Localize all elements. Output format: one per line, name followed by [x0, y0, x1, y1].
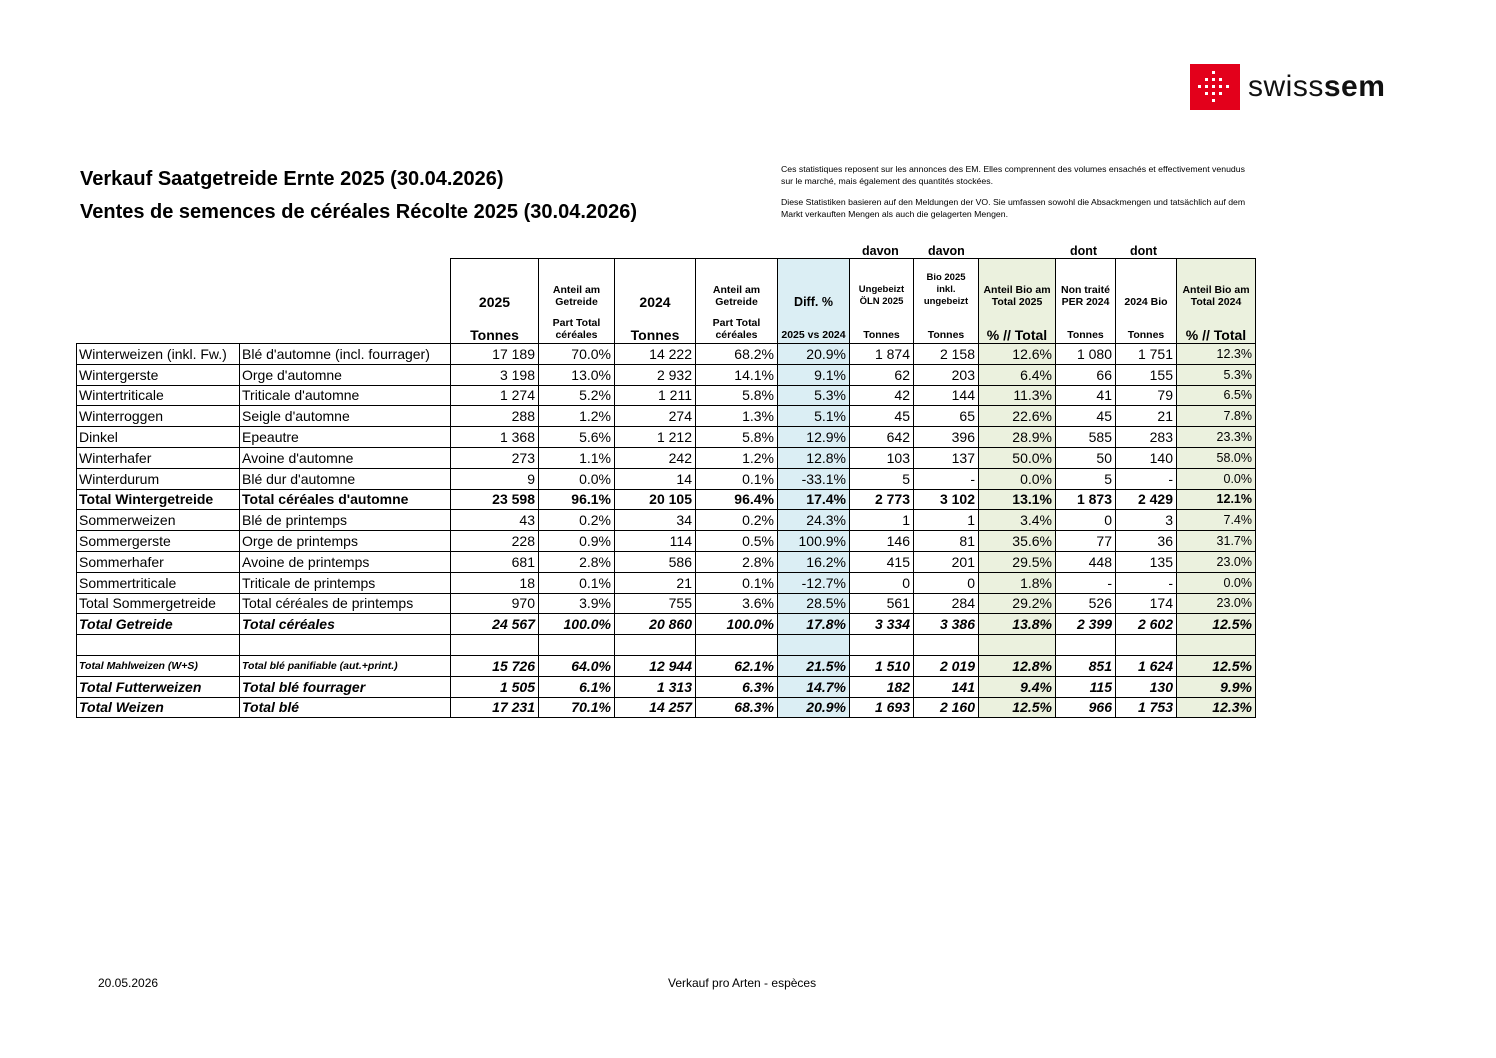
row-label-fr: Epeautre	[240, 427, 451, 448]
row-label-de: Dinkel	[77, 427, 240, 448]
ungebeizt-2025: 561	[850, 593, 914, 614]
non-traite-2024: 77	[1056, 531, 1116, 552]
bio-share-2025: 11.3%	[979, 385, 1056, 406]
label-dont-2: dont	[1130, 244, 1158, 258]
tonnes-2025: 18	[451, 572, 539, 593]
row-label-fr: Seigle d'automne	[240, 406, 451, 427]
share-2024: 68.2%	[696, 344, 778, 365]
row-label-de: Winterdurum	[77, 468, 240, 489]
header-diff: Diff. %	[778, 259, 850, 312]
share-2025: 0.9%	[539, 531, 615, 552]
diff-pct: 24.3%	[778, 510, 850, 531]
bio-2024: 155	[1116, 364, 1177, 385]
row-label-de: Sommerhafer	[77, 551, 240, 572]
tonnes-2024: 242	[615, 447, 696, 468]
row-label-de: Total Weizen	[77, 697, 240, 718]
share-2025: 1.2%	[539, 406, 615, 427]
bio-2024: 174	[1116, 593, 1177, 614]
bio-2024: -	[1116, 572, 1177, 593]
bio-2024: 2 429	[1116, 489, 1177, 510]
diff-pct: 5.1%	[778, 406, 850, 427]
share-2024: 96.4%	[696, 489, 778, 510]
bio-2025: 201	[914, 551, 979, 572]
bio-2025: 2 158	[914, 344, 979, 365]
sales-table	[76, 258, 1256, 718]
diff-pct: 17.8%	[778, 614, 850, 635]
bio-2025: 141	[914, 676, 979, 697]
table-row	[77, 406, 1256, 427]
ungebeizt-2025: 1 874	[850, 344, 914, 365]
share-2025: 100.0%	[539, 614, 615, 635]
tonnes-2024: 20 860	[615, 614, 696, 635]
tonnes-2024: 14 222	[615, 344, 696, 365]
share-2024: 68.3%	[696, 697, 778, 718]
tonnes-2024: 2 932	[615, 364, 696, 385]
tonnes-2024: 755	[615, 593, 696, 614]
title-french: Ventes de semences de céréales Récolte 2025 (30.04.2026)	[80, 201, 638, 223]
tonnes-2025: 23 598	[451, 489, 539, 510]
bio-2024: 3	[1116, 510, 1177, 531]
ungebeizt-2025: 3 334	[850, 614, 914, 635]
ungebeizt-2025: 103	[850, 447, 914, 468]
row-label-de: Winterweizen (inkl. Fw.)	[77, 344, 240, 365]
header-non-traite-2024: Non traité PER 2024	[1056, 259, 1116, 312]
tonnes-2025: 228	[451, 531, 539, 552]
bio-share-2025: 12.6%	[979, 344, 1056, 365]
footer-date: 20.05.2026	[98, 976, 159, 990]
diff-pct: 20.9%	[778, 697, 850, 718]
bio-2025: 65	[914, 406, 979, 427]
bio-2024: -	[1116, 468, 1177, 489]
bio-2025: 81	[914, 531, 979, 552]
header-spacer	[240, 311, 451, 344]
ungebeizt-2025: 62	[850, 364, 914, 385]
note-german: Diese Statistiken basieren auf den Meldungen der VO. Sie umfassen sowohl die Absackmengen und tatsächlich auf dem Markt verkauften Mengen als auch die gelagerten Mengen.	[781, 197, 1246, 219]
share-2024: 0.2%	[696, 510, 778, 531]
row-label-de: Sommertriticale	[77, 572, 240, 593]
diff-pct: 9.1%	[778, 364, 850, 385]
non-traite-2024: 0	[1056, 510, 1116, 531]
header-unit: % // Total	[979, 311, 1056, 344]
non-traite-2024: 526	[1056, 593, 1116, 614]
row-label-fr: Triticale de printemps	[240, 572, 451, 593]
bio-share-2024: 0.0%	[1177, 468, 1256, 489]
tonnes-2025: 1 505	[451, 676, 539, 697]
share-2025: 70.0%	[539, 344, 615, 365]
non-traite-2024: 1 080	[1056, 344, 1116, 365]
bio-share-2024: 9.9%	[1177, 676, 1256, 697]
tonnes-2025: 1 368	[451, 427, 539, 448]
bio-share-2025: 29.2%	[979, 593, 1056, 614]
diff-pct: 28.5%	[778, 593, 850, 614]
header-ungebeizt-2025: Ungebeizt ÖLN 2025	[850, 259, 914, 312]
ungebeizt-2025: 1 693	[850, 697, 914, 718]
table-row	[77, 676, 1256, 697]
table-row	[77, 510, 1256, 531]
bio-2025: 2 019	[914, 655, 979, 676]
row-label-fr: Avoine de printemps	[240, 551, 451, 572]
bio-2025: 203	[914, 364, 979, 385]
empty-cell	[850, 635, 914, 656]
diff-pct: -33.1%	[778, 468, 850, 489]
bio-2025: 0	[914, 572, 979, 593]
bio-2025: 284	[914, 593, 979, 614]
tonnes-2025: 9	[451, 468, 539, 489]
share-2024: 62.1%	[696, 655, 778, 676]
share-2025: 6.1%	[539, 676, 615, 697]
diff-pct: 17.4%	[778, 489, 850, 510]
bio-share-2024: 12.3%	[1177, 697, 1256, 718]
ungebeizt-2025: 1	[850, 510, 914, 531]
ungebeizt-2025: 45	[850, 406, 914, 427]
bio-2025: 1	[914, 510, 979, 531]
tonnes-2025: 15 726	[451, 655, 539, 676]
note-french: Ces statistiques reposent sur les annonces des EM. Elles comprennent des volumes ensachés et effectivement venudus sur le marché, mais également des quantités stockées.	[781, 164, 1245, 186]
diff-pct: 21.5%	[778, 655, 850, 676]
table-row	[77, 468, 1256, 489]
ungebeizt-2025: 182	[850, 676, 914, 697]
bio-2024: 79	[1116, 385, 1177, 406]
bio-2025: -	[914, 468, 979, 489]
empty-cell	[77, 635, 240, 656]
tonnes-2024: 14	[615, 468, 696, 489]
bio-2024: 1 753	[1116, 697, 1177, 718]
share-2024: 6.3%	[696, 676, 778, 697]
bio-2025: 3 102	[914, 489, 979, 510]
tonnes-2024: 12 944	[615, 655, 696, 676]
header-row-2	[77, 311, 1256, 344]
tonnes-2025: 17 231	[451, 697, 539, 718]
swisssem-logo	[1190, 64, 1385, 110]
ungebeizt-2025: 42	[850, 385, 914, 406]
share-2024: 1.3%	[696, 406, 778, 427]
bio-2024: 2 602	[1116, 614, 1177, 635]
header-unit: Tonnes	[850, 311, 914, 344]
bio-share-2024: 23.0%	[1177, 593, 1256, 614]
ungebeizt-2025: 5	[850, 468, 914, 489]
share-2024: 100.0%	[696, 614, 778, 635]
bio-share-2025: 50.0%	[979, 447, 1056, 468]
tonnes-2024: 34	[615, 510, 696, 531]
row-label-de: Total Futterweizen	[77, 676, 240, 697]
header-unit: Tonnes	[1056, 311, 1116, 344]
tonnes-2025: 17 189	[451, 344, 539, 365]
bio-share-2025: 12.5%	[979, 697, 1056, 718]
spacer-row	[77, 635, 1256, 656]
tonnes-2024: 586	[615, 551, 696, 572]
header-anteil-bio-2025: Anteil Bio am Total 2025	[979, 259, 1056, 312]
bio-share-2024: 58.0%	[1177, 447, 1256, 468]
bio-2025: 137	[914, 447, 979, 468]
table-row	[77, 614, 1256, 635]
bio-share-2025: 13.8%	[979, 614, 1056, 635]
table-row	[77, 655, 1256, 676]
row-label-de: Winterhafer	[77, 447, 240, 468]
tonnes-2025: 288	[451, 406, 539, 427]
empty-cell	[1177, 635, 1256, 656]
bio-share-2024: 12.5%	[1177, 655, 1256, 676]
label-davon-1: davon	[862, 244, 899, 258]
header-bio-2024: 2024 Bio	[1116, 259, 1177, 312]
bio-share-2025: 13.1%	[979, 489, 1056, 510]
row-label-de: Total Getreide	[77, 614, 240, 635]
empty-cell	[979, 635, 1056, 656]
diff-pct: 20.9%	[778, 344, 850, 365]
bio-share-2024: 6.5%	[1177, 385, 1256, 406]
share-2025: 1.1%	[539, 447, 615, 468]
bio-share-2025: 3.4%	[979, 510, 1056, 531]
bio-2024: 140	[1116, 447, 1177, 468]
bio-2024: 21	[1116, 406, 1177, 427]
header-spacer	[77, 259, 240, 312]
bio-share-2025: 28.9%	[979, 427, 1056, 448]
share-2024: 1.2%	[696, 447, 778, 468]
header-unit: % // Total	[1177, 311, 1256, 344]
table-row	[77, 551, 1256, 572]
row-label-fr: Blé dur d'automne	[240, 468, 451, 489]
bio-2025: 396	[914, 427, 979, 448]
table-row	[77, 697, 1256, 718]
bio-2025: 144	[914, 385, 979, 406]
tonnes-2025: 1 274	[451, 385, 539, 406]
row-label-de: Winterroggen	[77, 406, 240, 427]
bio-2025: 2 160	[914, 697, 979, 718]
non-traite-2024: 448	[1056, 551, 1116, 572]
tonnes-2024: 21	[615, 572, 696, 593]
ungebeizt-2025: 146	[850, 531, 914, 552]
row-label-fr: Blé d'automne (incl. fourrager)	[240, 344, 451, 365]
bio-share-2025: 12.8%	[979, 655, 1056, 676]
bio-2024: 1 751	[1116, 344, 1177, 365]
share-2025: 96.1%	[539, 489, 615, 510]
share-2024: 2.8%	[696, 551, 778, 572]
share-2025: 5.2%	[539, 385, 615, 406]
ungebeizt-2025: 642	[850, 427, 914, 448]
table-body	[77, 259, 1256, 718]
row-label-de: Sommerweizen	[77, 510, 240, 531]
row-label-fr: Total céréales	[240, 614, 451, 635]
header-unit: Part Total céréales	[539, 311, 615, 344]
bio-2024: 36	[1116, 531, 1177, 552]
title-german: Verkauf Saatgetreide Ernte 2025 (30.04.2026)	[80, 168, 504, 190]
non-traite-2024: 115	[1056, 676, 1116, 697]
share-2025: 0.0%	[539, 468, 615, 489]
bio-share-2024: 7.8%	[1177, 406, 1256, 427]
bio-share-2025: 0.0%	[979, 468, 1056, 489]
row-label-de: Wintergerste	[77, 364, 240, 385]
row-label-fr: Total blé fourrager	[240, 676, 451, 697]
row-label-de: Wintertriticale	[77, 385, 240, 406]
header-unit: Tonnes	[451, 311, 539, 344]
share-2024: 14.1%	[696, 364, 778, 385]
bio-share-2024: 5.3%	[1177, 364, 1256, 385]
row-label-de: Total Wintergetreide	[77, 489, 240, 510]
empty-cell	[696, 635, 778, 656]
non-traite-2024: 851	[1056, 655, 1116, 676]
non-traite-2024: 5	[1056, 468, 1116, 489]
tonnes-2024: 114	[615, 531, 696, 552]
bio-2024: 130	[1116, 676, 1177, 697]
header-anteil-2025: Anteil am Getreide	[539, 259, 615, 312]
bio-share-2024: 23.3%	[1177, 427, 1256, 448]
row-label-fr: Triticale d'automne	[240, 385, 451, 406]
share-2025: 13.0%	[539, 364, 615, 385]
empty-cell	[1056, 635, 1116, 656]
share-2025: 70.1%	[539, 697, 615, 718]
non-traite-2024: 66	[1056, 364, 1116, 385]
table-row	[77, 447, 1256, 468]
label-dont-1: dont	[1070, 244, 1098, 258]
logo-wordmark: swisssem	[1248, 70, 1386, 103]
share-2025: 0.2%	[539, 510, 615, 531]
share-2024: 0.5%	[696, 531, 778, 552]
tonnes-2025: 681	[451, 551, 539, 572]
header-row-1	[77, 259, 1256, 312]
tonnes-2024: 1 211	[615, 385, 696, 406]
share-2024: 3.6%	[696, 593, 778, 614]
share-2025: 5.6%	[539, 427, 615, 448]
tonnes-2024: 14 257	[615, 697, 696, 718]
diff-pct: -12.7%	[778, 572, 850, 593]
row-label-fr: Orge d'automne	[240, 364, 451, 385]
tonnes-2024: 20 105	[615, 489, 696, 510]
diff-pct: 14.7%	[778, 676, 850, 697]
ungebeizt-2025: 415	[850, 551, 914, 572]
empty-cell	[539, 635, 615, 656]
tonnes-2024: 274	[615, 406, 696, 427]
bio-2025: 3 386	[914, 614, 979, 635]
share-2025: 64.0%	[539, 655, 615, 676]
diff-pct: 16.2%	[778, 551, 850, 572]
row-label-fr: Blé de printemps	[240, 510, 451, 531]
ungebeizt-2025: 0	[850, 572, 914, 593]
table-row	[77, 344, 1256, 365]
bio-2024: 283	[1116, 427, 1177, 448]
table-row	[77, 385, 1256, 406]
empty-cell	[615, 635, 696, 656]
table-row	[77, 427, 1256, 448]
tonnes-2025: 273	[451, 447, 539, 468]
header-spacer	[240, 259, 451, 312]
bio-share-2024: 12.3%	[1177, 344, 1256, 365]
logo-cross-icon	[1190, 64, 1240, 110]
bio-2024: 1 624	[1116, 655, 1177, 676]
empty-cell	[451, 635, 539, 656]
header-anteil-bio-2024: Anteil Bio am Total 2024	[1177, 259, 1256, 312]
row-label-fr: Total blé	[240, 697, 451, 718]
empty-cell	[1116, 635, 1177, 656]
bio-2024: 135	[1116, 551, 1177, 572]
label-davon-2: davon	[928, 244, 965, 258]
header-unit: 2025 vs 2024	[778, 311, 850, 344]
header-2024: 2024	[615, 259, 696, 312]
bio-share-2025: 35.6%	[979, 531, 1056, 552]
ungebeizt-2025: 2 773	[850, 489, 914, 510]
share-2024: 0.1%	[696, 468, 778, 489]
share-2025: 0.1%	[539, 572, 615, 593]
table-row	[77, 489, 1256, 510]
diff-pct: 12.9%	[778, 427, 850, 448]
header-bio-2025: Bio 2025 inkl. ungebeizt	[914, 259, 979, 312]
non-traite-2024: 2 399	[1056, 614, 1116, 635]
non-traite-2024: 966	[1056, 697, 1116, 718]
header-unit: Tonnes	[914, 311, 979, 344]
bio-share-2024: 12.5%	[1177, 614, 1256, 635]
bio-share-2024: 31.7%	[1177, 531, 1256, 552]
non-traite-2024: -	[1056, 572, 1116, 593]
empty-cell	[914, 635, 979, 656]
bio-share-2025: 29.5%	[979, 551, 1056, 572]
bio-share-2025: 1.8%	[979, 572, 1056, 593]
bio-share-2024: 7.4%	[1177, 510, 1256, 531]
bio-share-2024: 23.0%	[1177, 551, 1256, 572]
header-spacer	[77, 311, 240, 344]
share-2024: 0.1%	[696, 572, 778, 593]
row-label-fr: Avoine d'automne	[240, 447, 451, 468]
share-2024: 5.8%	[696, 385, 778, 406]
non-traite-2024: 585	[1056, 427, 1116, 448]
table-row	[77, 364, 1256, 385]
row-label-fr: Total céréales d'automne	[240, 489, 451, 510]
bio-share-2025: 22.6%	[979, 406, 1056, 427]
table-row	[77, 531, 1256, 552]
share-2025: 2.8%	[539, 551, 615, 572]
non-traite-2024: 50	[1056, 447, 1116, 468]
diff-pct: 5.3%	[778, 385, 850, 406]
tonnes-2025: 3 198	[451, 364, 539, 385]
diff-pct: 100.9%	[778, 531, 850, 552]
table-row	[77, 593, 1256, 614]
bio-share-2025: 9.4%	[979, 676, 1056, 697]
non-traite-2024: 41	[1056, 385, 1116, 406]
row-label-de: Sommergerste	[77, 531, 240, 552]
header-anteil-2024: Anteil am Getreide	[696, 259, 778, 312]
non-traite-2024: 1 873	[1056, 489, 1116, 510]
share-2025: 3.9%	[539, 593, 615, 614]
tonnes-2024: 1 212	[615, 427, 696, 448]
row-label-fr: Total céréales de printemps	[240, 593, 451, 614]
tonnes-2024: 1 313	[615, 676, 696, 697]
row-label-de: Total Mahlweizen (W+S)	[77, 655, 240, 676]
header-2025: 2025	[451, 259, 539, 312]
table-row	[77, 572, 1256, 593]
ungebeizt-2025: 1 510	[850, 655, 914, 676]
bio-share-2024: 0.0%	[1177, 572, 1256, 593]
tonnes-2025: 43	[451, 510, 539, 531]
tonnes-2025: 24 567	[451, 614, 539, 635]
empty-cell	[778, 635, 850, 656]
share-2024: 5.8%	[696, 427, 778, 448]
bio-share-2025: 6.4%	[979, 364, 1056, 385]
tonnes-2025: 970	[451, 593, 539, 614]
non-traite-2024: 45	[1056, 406, 1116, 427]
header-unit: Tonnes	[1116, 311, 1177, 344]
row-label-fr: Orge de printemps	[240, 531, 451, 552]
diff-pct: 12.8%	[778, 447, 850, 468]
row-label-de: Total Sommergetreide	[77, 593, 240, 614]
row-label-fr: Total blé panifiable (aut.+print.)	[240, 655, 451, 676]
bio-share-2024: 12.1%	[1177, 489, 1256, 510]
footer-title: Verkauf pro Arten - espèces	[668, 976, 817, 990]
header-unit: Tonnes	[615, 311, 696, 344]
header-unit: Part Total céréales	[696, 311, 778, 344]
empty-cell	[240, 635, 451, 656]
